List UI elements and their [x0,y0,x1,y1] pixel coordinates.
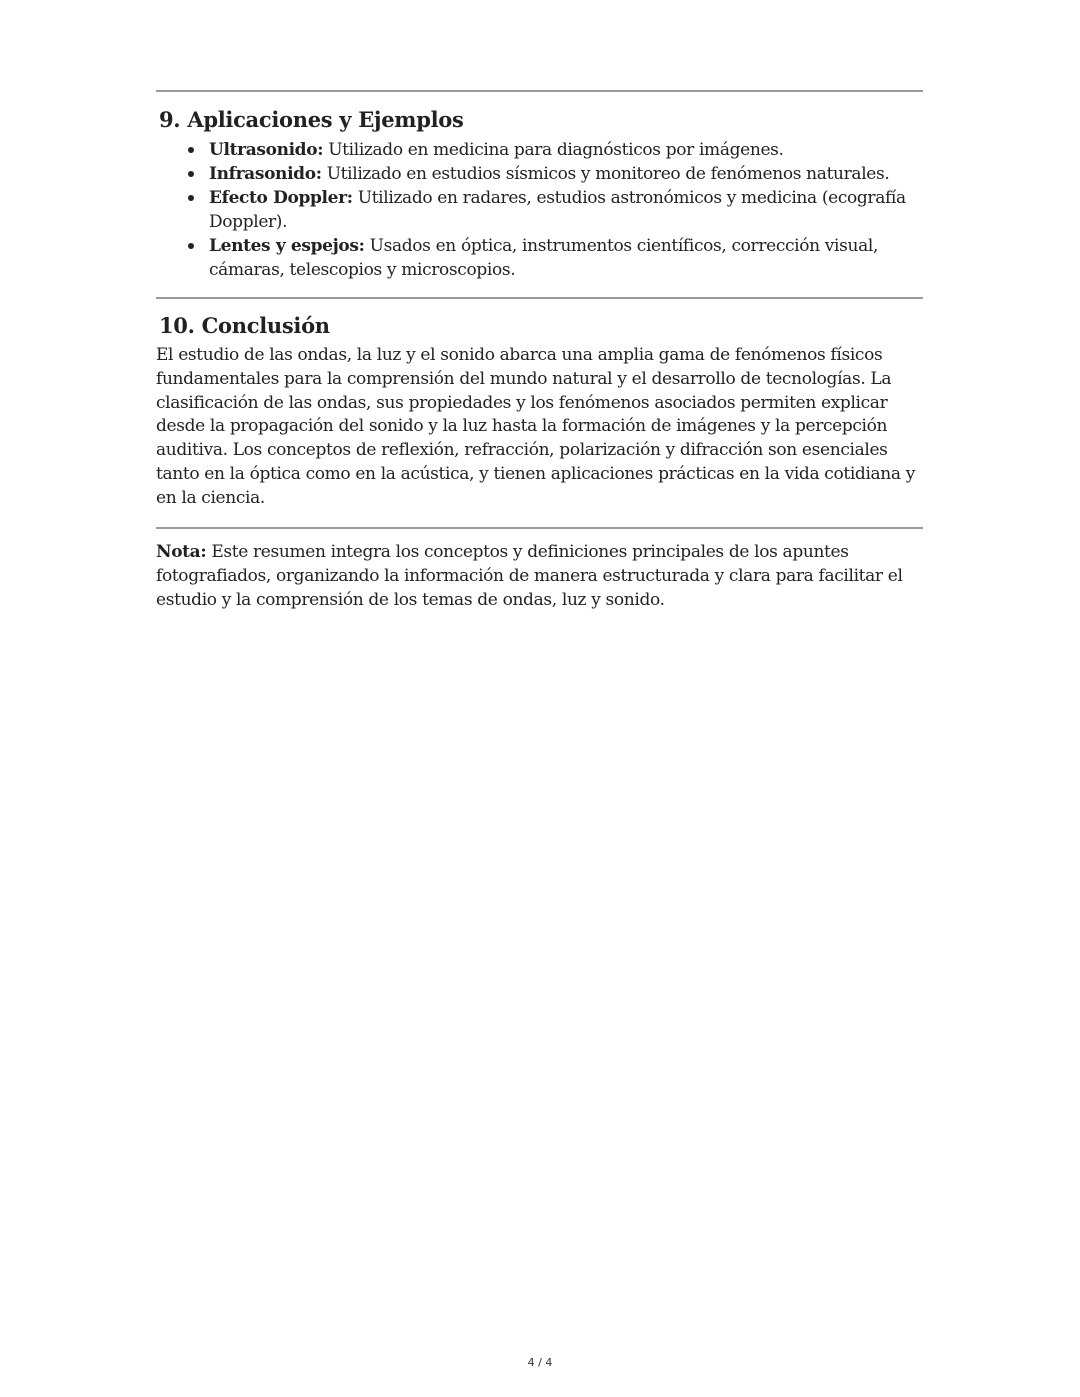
applications-list [156,138,923,282]
list-item-text: Utilizado en medicina para diagnósticos por imágenes. [323,140,784,160]
list-item-term: Lentes y espejos: [209,236,365,256]
divider [156,90,923,92]
page-indicator: 4 / 4 [527,1356,553,1369]
list-item-term: Infrasonido: [209,164,322,184]
note-label: Nota: [156,542,207,562]
list-item [209,186,923,234]
note-text: Este resumen integra los conceptos y definiciones principales de los apuntes fotografiados, organizando la información de manera estructurada y clara para facilitar el estudio y la comprensión de los temas de ondas, luz y sonido. [156,542,903,610]
list-item-text: Utilizado en estudios sísmicos y monitoreo de fenómenos naturales. [321,164,890,184]
list-item-text: Utilizado en radares, estudios astronómicos y medicina (ecografía Doppler). [209,188,906,232]
list-item [209,234,923,282]
list-item-term: Ultrasonido: [209,140,324,160]
divider [156,297,923,299]
section-heading-applications: 9. Aplicaciones y Ejemplos [159,107,464,132]
section-heading-conclusion: 10. Conclusión [159,313,330,338]
list-item-text: Usados en óptica, instrumentos científicos, corrección visual, cámaras, telescopios y microscopios. [209,236,879,280]
list-item [209,162,923,186]
list-item [209,138,923,162]
note-paragraph [156,540,923,612]
conclusion-paragraph: El estudio de las ondas, la luz y el sonido abarca una amplia gama de fenómenos físicos fundamentales para la comprensión del mundo natural y el desarrollo de tecnologías. La clasificación de las ondas, sus propiedades y los fenómenos asociados permiten explicar desde la propagación del sonido y la luz hasta la formación de imágenes y la percepción auditiva. Los conceptos de reflexión, refracción, polarización y difracción son esenciales tanto en la óptica como en la acústica, y tienen aplicaciones prácticas en la vida cotidiana y en la ciencia. [156,345,916,508]
divider [156,527,923,529]
list-item-term: Efecto Doppler: [209,188,353,208]
